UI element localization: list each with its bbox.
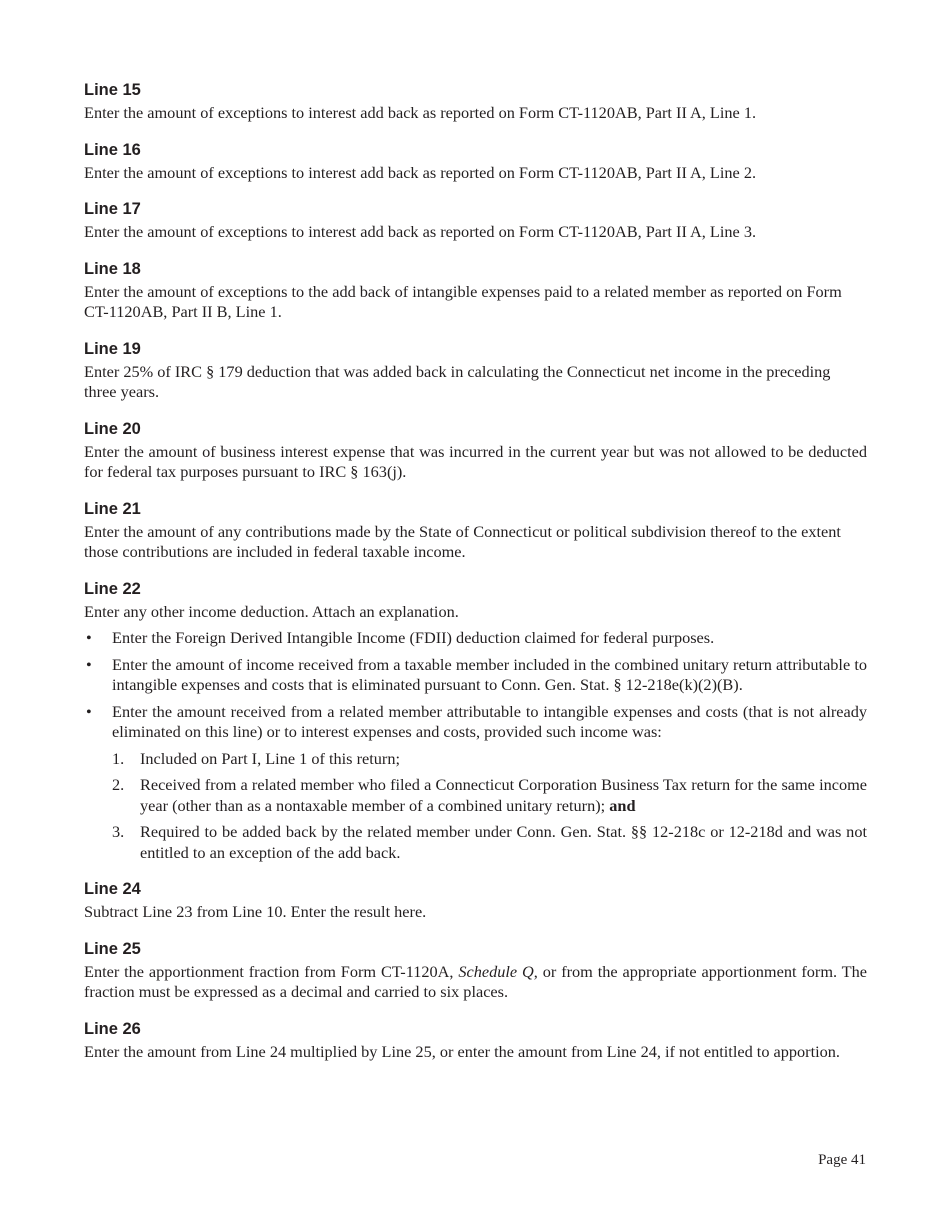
line-25-heading: Line 25 — [84, 939, 141, 958]
section-line-19 — [84, 339, 867, 403]
numbered-item — [112, 775, 867, 816]
section-line-21 — [84, 499, 867, 563]
numbered-item — [112, 749, 867, 770]
line-21-heading: Line 21 — [84, 499, 141, 518]
item-bold-suffix: and — [609, 795, 636, 815]
line-17-heading: Line 17 — [84, 200, 141, 218]
line-25-text — [84, 962, 867, 1003]
item-number: 2. — [112, 775, 125, 794]
bullet-text: Enter the amount of income received from a taxable member included in the combined unitary return attributable to intangible expenses and costs that is eliminated pursuant to Conn. Gen. Stat. § 12-218e(k)(2)(B). — [112, 654, 867, 694]
line-15-text: Enter the amount of exceptions to interest add back as reported on Form CT-1120AB, Part II A, Line 1. — [84, 103, 757, 122]
line-24-heading: Line 24 — [84, 880, 141, 898]
bullet-icon: • — [86, 654, 92, 674]
section-line-25 — [84, 939, 867, 1003]
line-26-heading: Line 26 — [84, 1019, 141, 1038]
line-26-text: Enter the amount from Line 24 multiplied by Line 25, or enter the amount from Line 24, if not entitled to apportion. — [84, 1041, 840, 1061]
section-line-20 — [84, 419, 867, 483]
bullet-item — [84, 702, 867, 864]
line-16-heading: Line 16 — [84, 140, 141, 159]
line-25-text-after: , or from the appropriate apportionment form. The fraction must be expressed as a decimal and carried to six places. — [84, 961, 867, 1001]
section-line-18 — [84, 259, 867, 323]
section-line-26 — [84, 1019, 867, 1063]
bullet-icon: • — [86, 701, 92, 721]
line-22-bullet-list — [84, 628, 867, 863]
section-line-22 — [84, 579, 867, 880]
section-line-17 — [84, 199, 867, 243]
numbered-item — [112, 822, 867, 863]
line-19-heading: Line 19 — [84, 339, 141, 358]
line-20-heading: Line 20 — [84, 419, 141, 438]
line-18-heading: Line 18 — [84, 259, 141, 278]
numbered-list — [112, 749, 867, 864]
item-text: Included on Part I, Line 1 of this return; — [140, 748, 400, 768]
section-line-24 — [84, 879, 867, 923]
bullet-icon: • — [86, 628, 92, 647]
page-number: Page 41 — [818, 1152, 866, 1168]
section-line-15 — [84, 80, 867, 124]
bullet-item — [84, 628, 867, 649]
bullet-text: Enter the amount received from a related member attributable to intangible expenses and costs (that is not already eliminated on this line) or to interest expenses and costs, provided such income was: — [112, 701, 867, 741]
line-15-heading: Line 15 — [84, 81, 141, 99]
line-24-text: Subtract Line 23 from Line 10. Enter the result here. — [84, 902, 427, 921]
item-text: Received from a related member who filed a Connecticut Corporation Business Tax return for the same income year (other than as a nontaxable member of a combined unitary return); — [140, 775, 867, 815]
item-text: Required to be added back by the related member under Conn. Gen. Stat. §§ 12-218c or 12-218d and was not entitled to an exception of the add back. — [140, 822, 867, 862]
line-20-text: Enter the amount of business interest expense that was incurred in the current year but was not allowed to be deducted for federal tax purposes pursuant to IRC § 163(j). — [84, 441, 867, 481]
line-25-schedule-name: Schedule Q — [458, 961, 534, 981]
line-22-heading: Line 22 — [84, 579, 141, 598]
bullet-text: Enter the Foreign Derived Intangible Income (FDII) deduction claimed for federal purposes. — [112, 628, 715, 647]
item-number: 3. — [112, 822, 125, 841]
line-21-text: Enter the amount of any contributions made by the State of Connecticut or political subdivision thereof to the extent those contributions are included in federal taxable income. — [84, 521, 841, 561]
line-22-text: Enter any other income deduction. Attach an explanation. — [84, 601, 459, 621]
item-number: 1. — [112, 748, 125, 768]
line-25-text-before: Enter the apportionment fraction from Form CT-1120A, — [84, 961, 459, 981]
line-18-text: Enter the amount of exceptions to the add back of intangible expenses paid to a related member as reported on Form CT-1120AB, Part II B, Line 1. — [84, 281, 842, 321]
bullet-item — [84, 655, 867, 696]
line-16-text: Enter the amount of exceptions to interest add back as reported on Form CT-1120AB, Part II A, Line 2. — [84, 162, 757, 182]
line-19-text: Enter 25% of IRC § 179 deduction that was added back in calculating the Connecticut net income in the preceding three years. — [84, 361, 831, 401]
instructions-page — [84, 80, 867, 1078]
line-17-text: Enter the amount of exceptions to interest add back as reported on Form CT-1120AB, Part II A, Line 3. — [84, 222, 757, 241]
section-line-16 — [84, 140, 867, 184]
